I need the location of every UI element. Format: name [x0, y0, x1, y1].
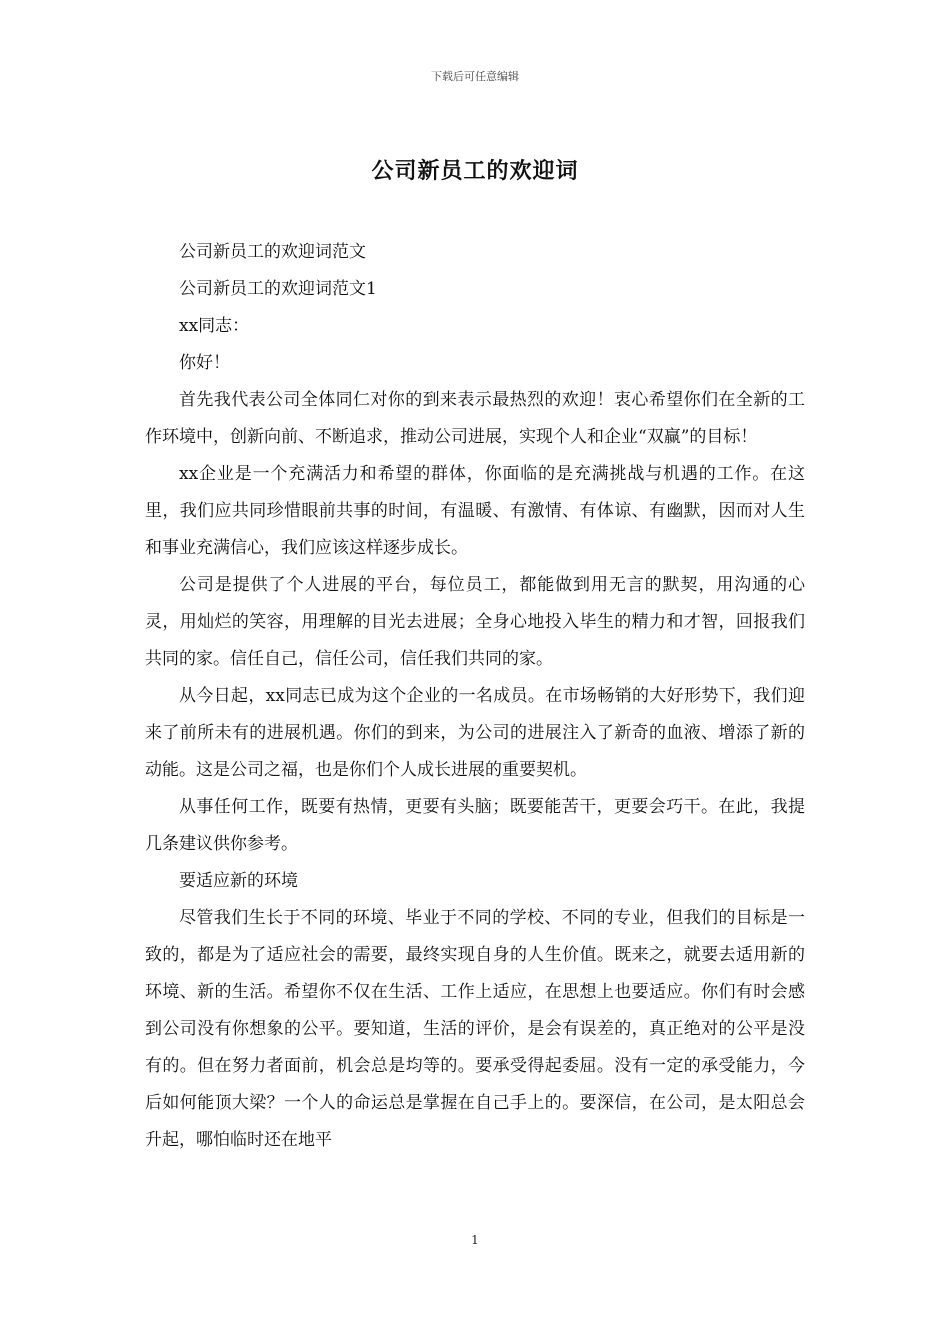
paragraph: 要适应新的环境 [179, 871, 298, 891]
page-header-note: 下载后可任意编辑 [431, 70, 519, 83]
paragraph: 首先我代表公司全体同仁对你的到来表示最热烈的欢迎！衷心希望你们在全新的工作环境中，创新向前、不断追求，推动公司进展，实现个人和企业“双赢”的目标！ [145, 390, 805, 447]
document-body [145, 234, 805, 1159]
paragraph: 公司新员工的欢迎词范文1 [179, 279, 377, 299]
paragraph: 从事任何工作，既要有热情，更要有头脑；既要能苦干，更要会巧干。在此，我提几条建议供你参考。 [145, 797, 805, 854]
document-title: 公司新员工的欢迎词 [371, 158, 579, 184]
paragraph: 从今日起，xx同志已成为这个企业的一名成员。在市场畅销的大好形势下，我们迎来了前所未有的进展机遇。你们的到来，为公司的进展注入了新奇的血液、增添了新的动能。这是公司之福，也是你们个人成长进展的重要契机。 [145, 686, 805, 780]
paragraph: 尽管我们生长于不同的环境、毕业于不同的学校、不同的专业，但我们的目标是一致的，都是为了适应社会的需要，最终实现自身的人生价值。既来之，就要去适用新的环境、新的生活。希望你不仅在生活、工作上适应，在思想上也要适应。你们有时会感到公司没有你想象的公平。要知道，生活的评价，是会有误差的，真正绝对的公平是没有的。但在努力者面前，机会总是均等的。要承受得起委屈。没有一定的承受能力，今后如何能顶大梁？一个人的命运总是掌握在自己手上的。要深信，在公司，是太阳总会升起，哪怕临时还在地平 [145, 908, 805, 1150]
paragraph: 你好！ [179, 353, 230, 373]
paragraph: xx企业是一个充满活力和希望的群体，你面临的是充满挑战与机遇的工作。在这里，我们应共同珍惜眼前共事的时间，有温暖、有激情、有体谅、有幽默，因而对人生和事业充满信心，我们应该这样逐步成长。 [145, 464, 805, 558]
paragraph: xx同志： [179, 316, 250, 336]
page-number: 1 [471, 1233, 479, 1247]
paragraph: 公司是提供了个人进展的平台，每位员工，都能做到用无言的默契，用沟通的心灵，用灿烂的笑容，用理解的目光去进展；全身心地投入毕生的精力和才智，回报我们共同的家。信任自己，信任公司，信任我们共同的家。 [145, 575, 805, 669]
paragraph: 公司新员工的欢迎词范文 [179, 242, 366, 262]
